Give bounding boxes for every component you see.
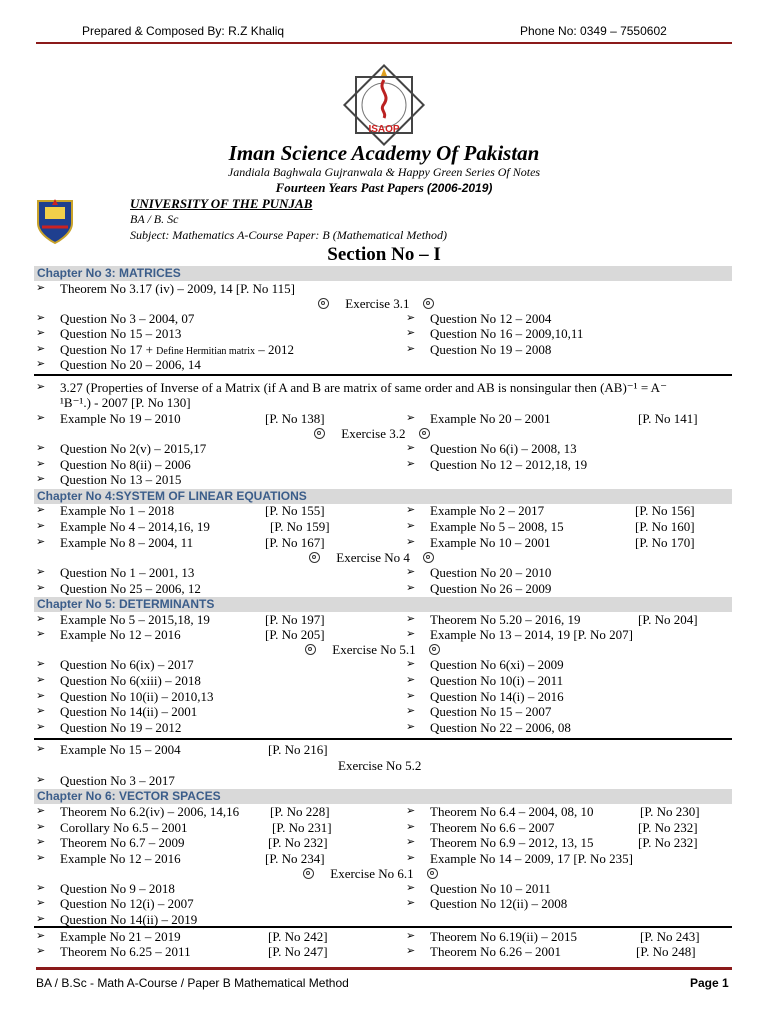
list-item-detail: [P. No 138] [265,411,325,426]
chapter-3-heading: Chapter No 3: MATRICES [34,266,732,281]
list-item: Example No 1 – 2018 [60,503,175,518]
gear-icon [429,644,440,655]
gear-icon [305,644,316,655]
list-item: Question No 14(ii) – 2001 [60,704,198,719]
section-title: Section No – I [327,244,441,265]
list-item: Theorem No 6.26 – 2001 [430,944,562,959]
list-item: Question No 6(ix) – 2017 [60,657,194,672]
list-item: Example No 8 – 2004, 11 [60,535,194,550]
list-item: Question No 15 – 2007 [430,704,552,719]
bullet-arrow-icon: ➢ [36,381,46,393]
exercise-3-1 [318,296,434,311]
footer-title: BA / B.Sc - Math A-Course / Paper B Mathematical Method [36,976,349,990]
list-item-detail: [P. No 234] [265,851,325,866]
list-item: Theorem No 6.9 – 2012, 13, 15 [430,835,594,850]
bullet-arrow-icon: ➢ [406,628,416,640]
footer-rule [36,967,732,970]
bullet-arrow-icon: ➢ [406,566,416,578]
list-item-detail: [P. No 231] [272,820,332,835]
list-item: Question No 12(ii) – 2008 [430,896,568,911]
list-item: Example No 4 – 2014,16, 19 [60,519,210,534]
list-item: Example No 10 – 2001 [430,535,551,550]
bullet-arrow-icon: ➢ [406,312,416,324]
bullet-arrow-icon: ➢ [36,930,46,942]
list-item: Question No 10 – 2011 [430,881,551,896]
list-item: Question No 12 – 2004 [430,311,552,326]
header-author: Prepared & Composed By: R.Z Khaliq [82,24,285,38]
bullet-arrow-icon: ➢ [36,312,46,324]
chapter-4-heading: Chapter No 4:SYSTEM OF LINEAR EQUATIONS [34,489,732,504]
list-item-detail: [P. No 216] [268,742,328,757]
bullet-arrow-icon: ➢ [406,613,416,625]
bullet-arrow-icon: ➢ [406,536,416,548]
list-item-detail: [P. No 141] [638,411,698,426]
bullet-arrow-icon: ➢ [406,442,416,454]
bullet-arrow-icon: ➢ [406,852,416,864]
bullet-arrow-icon: ➢ [36,536,46,548]
list-item: Example No 12 – 2016 [60,851,181,866]
list-item: Question No 16 – 2009,10,11 [430,326,584,341]
bullet-arrow-icon: ➢ [406,658,416,670]
list-item: Example No 15 – 2004 [60,742,181,757]
bullet-arrow-icon: ➢ [36,721,46,733]
exercise-label: Exercise No 6.1 [330,866,414,881]
list-item: Question No 1 – 2001, 13 [60,565,195,580]
list-item: Question No 10(i) – 2011 [430,673,564,688]
exercise-label: Exercise No 4 [336,550,410,565]
bullet-arrow-icon: ➢ [36,674,46,686]
list-item: Question No 10(ii) – 2010,13 [60,689,214,704]
list-item: Question No 6(xi) – 2009 [430,657,564,672]
list-item: Theorem No 5.20 – 2016, 19 [430,612,581,627]
list-item-detail: [P. No 170] [635,535,695,550]
bullet-arrow-icon: ➢ [406,897,416,909]
bullet-arrow-icon: ➢ [36,358,46,370]
bullet-arrow-icon: ➢ [36,566,46,578]
list-item-detail: [P. No 228] [270,804,330,819]
list-item: Question No 19 – 2012 [60,720,182,735]
bullet-arrow-icon: ➢ [36,805,46,817]
list-item: Corollary No 6.5 – 2001 [60,820,188,835]
bullet-arrow-icon: ➢ [36,882,46,894]
list-item-detail: [P. No 243] [640,929,700,944]
exercise-label: Exercise No 5.1 [332,642,416,657]
bullet-arrow-icon: ➢ [36,613,46,625]
bullet-arrow-icon: ➢ [36,412,46,424]
list-item-detail: [P. No 160] [635,519,695,534]
bullet-arrow-icon: ➢ [406,504,416,516]
bullet-arrow-icon: ➢ [406,836,416,848]
list-item: Example No 20 – 2001 [430,411,551,426]
gear-icon [427,868,438,879]
list-item: Question No 6(xiii) – 2018 [60,673,201,688]
list-item-detail: [P. No 159] [270,519,330,534]
list-item: Theorem No 6.7 – 2009 [60,835,185,850]
exercise-5-2 [338,758,421,773]
bullet-arrow-icon: ➢ [406,721,416,733]
list-item: Question No 14(ii) – 2019 [60,912,198,927]
list-item: Question No 14(i) – 2016 [430,689,564,704]
gear-icon [309,552,320,563]
list-item: Question No 17 + Define Hermitian matrix – 2012 [60,342,295,357]
list-item-detail: [P. No 155] [265,503,325,518]
gear-icon [423,552,434,563]
chapter-5-heading: Chapter No 5: DETERMINANTS [34,597,732,612]
list-item: 3.27 (Properties of Inverse of a Matrix (if A and B are matrix of same order and AB is nonsingular then (AB)⁻¹ = A⁻ [60,380,667,395]
list-item-detail: ¹B⁻¹.) - 2007 [P. No 130] [60,395,191,410]
exercise-label: Exercise 3.1 [345,296,410,311]
list-item: Example No 13 – 2014, 19 [P. No 207] [430,627,633,642]
bullet-arrow-icon: ➢ [36,628,46,640]
exercise-label: Exercise 3.2 [341,426,406,441]
subject: Subject: Mathematics A-Course Paper: B (Mathematical Method) [130,228,448,242]
list-item: Example No 2 – 2017 [430,503,545,518]
years-line [0,180,768,196]
bullet-arrow-icon: ➢ [36,658,46,670]
bullet-arrow-icon: ➢ [406,805,416,817]
list-item-detail: [P. No 197] [265,612,325,627]
bullet-arrow-icon: ➢ [36,774,46,786]
list-item-detail: [P. No 204] [638,612,698,627]
years-range: (2006-2019) [427,181,493,195]
gear-icon [318,298,329,309]
list-item: Question No 15 – 2013 [60,326,182,341]
list-item: Question No 8(ii) – 2006 [60,457,191,472]
bullet-arrow-icon: ➢ [36,520,46,532]
exercise-6-1 [303,866,438,881]
bullet-arrow-icon: ➢ [36,836,46,848]
bullet-arrow-icon: ➢ [406,674,416,686]
list-item: Question No 26 – 2009 [430,581,552,596]
years-label: Fourteen Years Past Papers [275,180,424,195]
list-item: Question No 2(v) – 2015,17 [60,441,207,456]
list-item: Theorem No 6.4 – 2004, 08, 10 [430,804,594,819]
list-item: Theorem No 6.6 – 2007 [430,820,555,835]
bullet-arrow-icon: ➢ [406,412,416,424]
bullet-arrow-icon: ➢ [36,327,46,339]
list-item: Theorem No 6.25 – 2011 [60,944,191,959]
bullet-arrow-icon: ➢ [36,582,46,594]
logo-text: ISAOP [368,124,400,135]
list-item-detail: [P. No 232] [268,835,328,850]
degree: BA / B. Sc [130,212,179,226]
bullet-arrow-icon: ➢ [36,945,46,957]
bullet-arrow-icon: ➢ [36,705,46,717]
list-item-detail: [P. No 247] [268,944,328,959]
gear-icon [303,868,314,879]
university-name: UNIVERSITY OF THE PUNJAB [130,196,313,211]
bullet-arrow-icon: ➢ [36,897,46,909]
header-rule [36,42,732,44]
tagline: Jandiala Baghwala Gujranwala & Happy Green Series Of Notes [227,165,541,179]
list-item: Question No 20 – 2010 [430,565,552,580]
exercise-3-2 [314,426,430,441]
academy-logo [341,62,427,148]
bullet-arrow-icon: ➢ [406,582,416,594]
list-item-detail: [P. No 248] [636,944,696,959]
gear-icon [423,298,434,309]
list-item: Example No 5 – 2008, 15 [430,519,564,534]
bullet-arrow-icon: ➢ [36,852,46,864]
bullet-arrow-icon: ➢ [36,442,46,454]
separator-rule [34,738,732,740]
list-item: Example No 19 – 2010 [60,411,181,426]
academy-name: Iman Science Academy Of Pakistan [228,141,540,165]
exercise-label: Exercise No 5.2 [338,758,422,773]
list-item-detail: [P. No 167] [265,535,325,550]
bullet-arrow-icon: ➢ [406,520,416,532]
list-item: Question No 19 – 2008 [430,342,552,357]
bullet-arrow-icon: ➢ [406,690,416,702]
separator-rule [34,374,732,376]
page-number: Page 1 [690,976,729,990]
gear-icon [314,428,325,439]
list-item: Question No 25 – 2006, 12 [60,581,201,596]
bullet-arrow-icon: ➢ [36,282,46,294]
list-item-detail: [P. No 156] [635,503,695,518]
list-item: Example No 21 – 2019 [60,929,181,944]
bullet-arrow-icon: ➢ [406,821,416,833]
list-item: Theorem No 3.17 (iv) – 2009, 14 [P. No 115] [60,281,295,296]
list-item-note: Define Hermitian matrix [156,346,256,357]
list-item: Question No 22 – 2006, 08 [430,720,571,735]
list-item-detail: [P. No 230] [640,804,700,819]
bullet-arrow-icon: ➢ [36,458,46,470]
list-item: Theorem No 6.2(iv) – 2006, 14,16 [60,804,240,819]
bullet-arrow-icon: ➢ [36,913,46,925]
list-item: Question No 20 – 2006, 14 [60,357,201,372]
list-item-detail: [P. No 242] [268,929,328,944]
chapter-6-heading: Chapter No 6: VECTOR SPACES [34,789,732,804]
list-item: Question No 13 – 2015 [60,472,182,487]
bullet-arrow-icon: ➢ [36,343,46,355]
list-item-detail: [P. No 232] [638,835,698,850]
bullet-arrow-icon: ➢ [406,705,416,717]
university-crest [34,197,76,245]
bullet-arrow-icon: ➢ [406,327,416,339]
bullet-arrow-icon: ➢ [36,743,46,755]
list-item: Example No 5 – 2015,18, 19 [60,612,210,627]
list-item-detail: [P. No 232] [638,820,698,835]
list-item: Question No 12(i) – 2007 [60,896,194,911]
list-item: Question No 3 – 2004, 07 [60,311,195,326]
bullet-arrow-icon: ➢ [36,473,46,485]
bullet-arrow-icon: ➢ [36,821,46,833]
header-phone: Phone No: 0349 – 7550602 [520,24,667,38]
bullet-arrow-icon: ➢ [36,504,46,516]
list-item: Example No 12 – 2016 [60,627,181,642]
exercise-4 [309,550,434,565]
list-item: Theorem No 6.19(ii) – 2015 [430,929,577,944]
list-item-detail: [P. No 205] [265,627,325,642]
list-item: Example No 14 – 2009, 17 [P. No 235] [430,851,633,866]
bullet-arrow-icon: ➢ [406,343,416,355]
bullet-arrow-icon: ➢ [406,882,416,894]
list-item: Question No 6(i) – 2008, 13 [430,441,577,456]
list-item: Question No 12 – 2012,18, 19 [430,457,588,472]
exercise-5-1 [305,642,440,657]
bullet-arrow-icon: ➢ [406,945,416,957]
bullet-arrow-icon: ➢ [406,458,416,470]
bullet-arrow-icon: ➢ [406,930,416,942]
list-item: Question No 9 – 2018 [60,881,175,896]
list-item: Question No 3 – 2017 [60,773,175,788]
bullet-arrow-icon: ➢ [36,690,46,702]
gear-icon [419,428,430,439]
